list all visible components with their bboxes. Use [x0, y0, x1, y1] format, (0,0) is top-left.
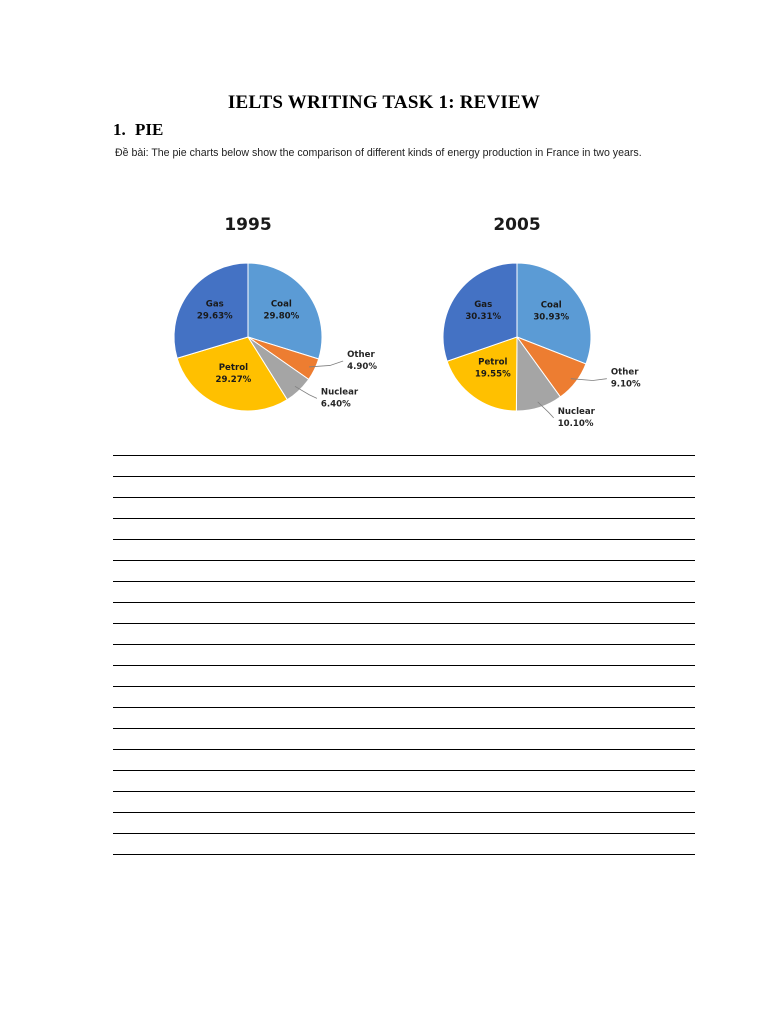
- slice-label-other: Other: [347, 349, 375, 360]
- writing-line: [113, 687, 695, 708]
- slice-value-petrol: 19.55%: [474, 369, 511, 380]
- slice-label-petrol: Petrol: [218, 362, 249, 373]
- writing-line: [113, 624, 695, 645]
- slice-value-nuclear: 10.10%: [557, 418, 594, 429]
- writing-line: [113, 519, 695, 540]
- slice-label-nuclear: Nuclear: [557, 406, 595, 417]
- writing-line: [113, 729, 695, 750]
- slice-label-coal: Coal: [540, 300, 562, 311]
- slice-label-nuclear: Nuclear: [320, 387, 359, 398]
- slice-value-gas: 30.31%: [465, 311, 502, 322]
- slice-value-other: 4.90%: [347, 361, 377, 372]
- section-title: PIE: [135, 120, 164, 139]
- pie-charts-svg: [113, 166, 701, 438]
- pie-chart-2005: [443, 215, 641, 429]
- pie-title: 1995: [224, 215, 272, 235]
- writing-line: [113, 645, 695, 666]
- document-title: IELTS WRITING TASK 1: REVIEW: [227, 92, 541, 113]
- pie-charts-figure: [113, 166, 701, 438]
- slice-value-gas: 29.63%: [196, 311, 233, 322]
- pie-chart-1995: [174, 215, 377, 411]
- writing-line: [113, 834, 695, 855]
- writing-line: [113, 561, 695, 582]
- writing-line: [113, 603, 695, 624]
- task-prompt: Đề bài: The pie charts below show the comparison of different kinds of energy production in France in two years.: [115, 147, 642, 159]
- slice-value-petrol: 29.27%: [215, 374, 252, 385]
- slice-value-nuclear: 6.40%: [320, 399, 351, 410]
- slice-label-gas: Gas: [474, 299, 493, 310]
- section-heading: [113, 120, 163, 140]
- slice-value-coal: 29.80%: [263, 311, 300, 322]
- writing-line: [113, 456, 695, 477]
- writing-line: [113, 708, 695, 729]
- slice-label-gas: Gas: [205, 299, 224, 310]
- pie-title: 2005: [493, 215, 541, 235]
- slice-value-coal: 30.93%: [533, 312, 570, 323]
- writing-line: [113, 666, 695, 687]
- writing-line: [113, 540, 695, 561]
- writing-line: [113, 750, 695, 771]
- writing-line: [113, 771, 695, 792]
- writing-line: [113, 792, 695, 813]
- writing-lines: [113, 455, 695, 855]
- slice-label-petrol: Petrol: [478, 357, 508, 368]
- slice-value-other: 9.10%: [610, 379, 641, 390]
- writing-line: [113, 582, 695, 603]
- writing-line: [113, 498, 695, 519]
- section-number: 1.: [113, 120, 126, 139]
- slice-label-other: Other: [610, 367, 639, 378]
- slice-label-coal: Coal: [270, 299, 292, 310]
- writing-line: [113, 477, 695, 498]
- leader-line-nuclear: [295, 386, 317, 398]
- writing-line: [113, 813, 695, 834]
